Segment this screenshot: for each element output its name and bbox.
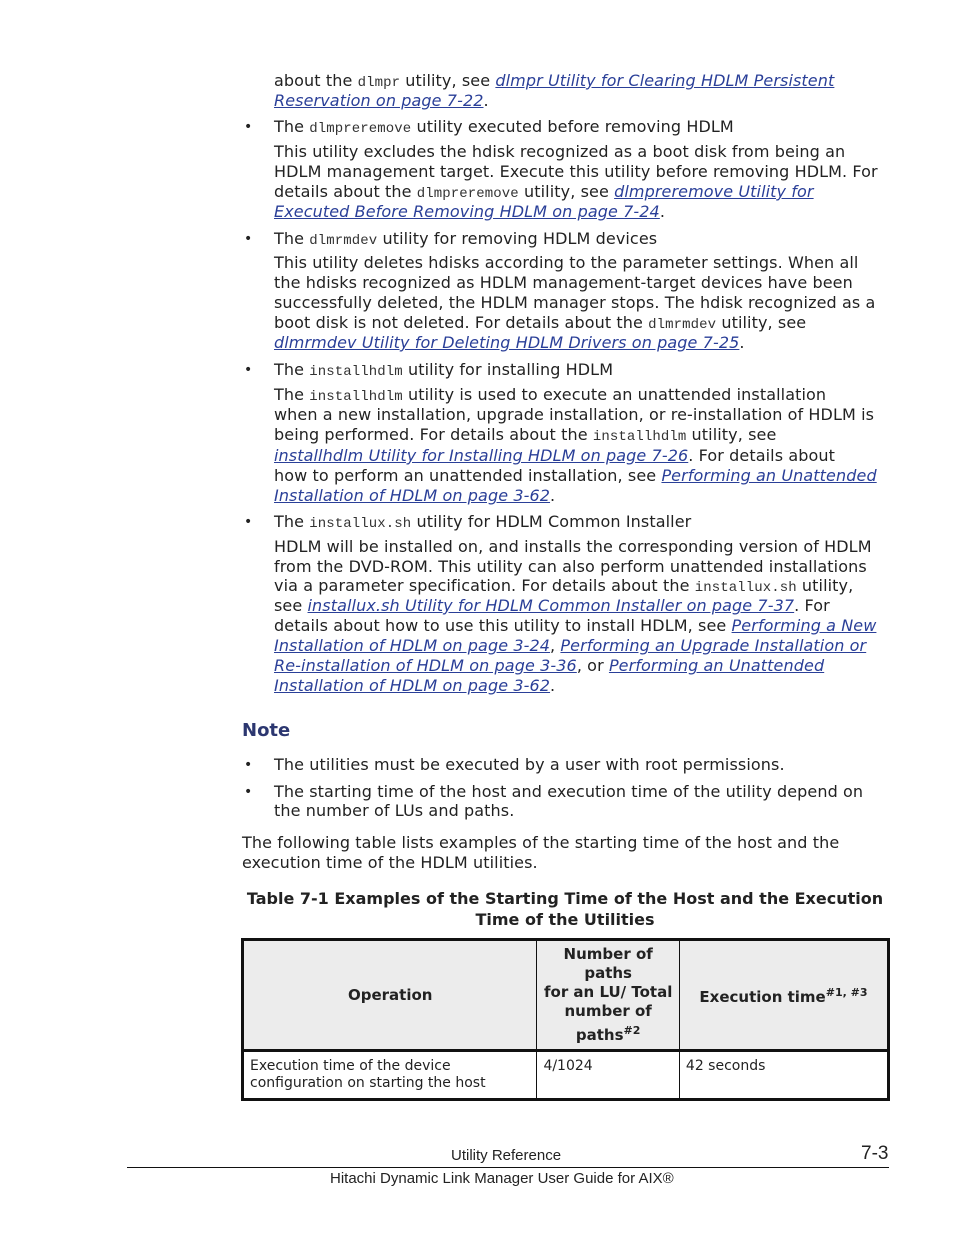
- link-performing-unattended-2[interactable]: Performing an Unattended: [608, 656, 825, 675]
- link-installation-3-24[interactable]: Installation of HDLM on page 3-24: [274, 636, 551, 655]
- item-title-installux: The installux.sh utility for HDLM Common Installer: [274, 512, 692, 532]
- paragraph-line-1: The following table lists examples of the starting time of the host and the: [242, 833, 840, 852]
- cell-operation: Execution time of the device configuration on starting the host: [243, 1051, 537, 1100]
- paragraph-line-2: execution time of the HDLM utilities.: [242, 853, 538, 872]
- table-row: [243, 1051, 889, 1100]
- cell-time: 42 seconds: [679, 1051, 888, 1100]
- table-header-row: [243, 940, 889, 1051]
- item-text-line: details about how to use this utility to install HDLM, see Performing a New: [274, 616, 877, 635]
- item-title-dlmrmdev: The dlmrmdev utility for removing HDLM devices: [274, 229, 658, 249]
- header-number-of-paths: Number of paths for an LU/ Total number of paths$^{\#2}$: [537, 940, 679, 1051]
- bullet-icon: •: [244, 784, 253, 800]
- footer-section-title: Utility Reference: [451, 1147, 562, 1164]
- footer-page-number: 7-3: [861, 1143, 889, 1164]
- link-dlmpr-utility[interactable]: dlmpr Utility for Clearing HDLM Persistent: [495, 71, 835, 90]
- note-bullet-2-line-1: The starting time of the host and execution time of the utility depend on: [274, 782, 864, 801]
- intro-line-1: about the dlmpr utility, see dlmpr Utility for Clearing HDLM Persistent: [274, 71, 835, 91]
- bullet-icon: •: [244, 362, 253, 378]
- item-text-line: when a new installation, upgrade installation, or re-installation of HDLM is: [274, 405, 875, 424]
- link-installation-3-62-2[interactable]: Installation of HDLM on page 3-62: [274, 676, 551, 695]
- footer-book-title: Hitachi Dynamic Link Manager User Guide for AIX®: [330, 1170, 674, 1187]
- item-text-line: Executed Before Removing HDLM on page 7-24.: [274, 202, 666, 221]
- item-text-line: how to perform an unattended installation, see Performing an Unattended: [274, 466, 877, 485]
- link-performing-upgrade[interactable]: Performing an Upgrade Installation or: [560, 636, 867, 655]
- item-text-line: Re-installation of HDLM on page 3-36, or Performing an Unattended: [274, 656, 825, 675]
- header-operation: Operation: [243, 940, 537, 1051]
- item-text-line: from the DVD-ROM. This utility can also perform unattended installations: [274, 557, 867, 576]
- link-reinstallation-3-36[interactable]: Re-installation of HDLM on page 3-36: [274, 656, 577, 675]
- link-dlmpreremove-utility-cont[interactable]: Executed Before Removing HDLM on page 7-24: [274, 202, 660, 221]
- item-text-line: the hdisks recognized as HDLM management-target devices have been: [274, 273, 853, 292]
- item-text-line: This utility excludes the hdisk recognized as a boot disk from being an: [274, 142, 846, 161]
- item-text-line: Installation of HDLM on page 3-62.: [274, 486, 556, 505]
- item-text-line: being performed. For details about the installhdlm utility, see: [274, 425, 777, 445]
- item-text-line: details about the dlmpreremove utility, see dlmpreremove Utility for: [274, 182, 814, 202]
- item-text-line: successfully deleted, the HDLM manager stops. The hdisk recognized as a: [274, 293, 876, 312]
- item-text-line: dlmrmdev Utility for Deleting HDLM Drivers on page 7-25.: [274, 333, 745, 352]
- link-performing-new[interactable]: Performing a New: [731, 616, 877, 635]
- link-installhdlm-utility[interactable]: installhdlm Utility for Installing HDLM on page 7-26: [274, 446, 689, 465]
- bullet-icon: •: [244, 119, 253, 135]
- intro-line-2: Reservation on page 7-22.: [274, 91, 489, 110]
- examples-table: [241, 938, 890, 1101]
- note-bullet-1: The utilities must be executed by a user with root permissions.: [274, 755, 785, 774]
- header-execution-time: Execution time$^{\#1, \#3}$: [679, 940, 888, 1051]
- footer-divider: [127, 1167, 889, 1168]
- table-caption-line-1: Table 7-1 Examples of the Starting Time of the Host and the Execution: [246, 889, 884, 908]
- code-dlmpr: dlmpr: [357, 75, 401, 91]
- item-text-line: The installhdlm utility is used to execute an unattended installation: [274, 385, 827, 405]
- note-heading: Note: [242, 720, 291, 741]
- link-installux-utility[interactable]: installux.sh Utility for HDLM Common Installer on page 7-37: [307, 596, 795, 615]
- item-text-line: This utility deletes hdisks according to the parameter settings. When all: [274, 253, 859, 272]
- item-text-line: see installux.sh Utility for HDLM Common Installer on page 7-37. For: [274, 596, 830, 615]
- link-installation-3-62[interactable]: Installation of HDLM on page 3-62: [274, 486, 551, 505]
- item-text-line: via a parameter specification. For details about the installux.sh utility,: [274, 576, 854, 596]
- item-title-dlmpreremove: The dlmpreremove utility executed before removing HDLM: [274, 117, 734, 137]
- cell-paths: 4/1024: [537, 1051, 679, 1100]
- item-text-line: installhdlm Utility for Installing HDLM on page 7-26. For details about: [274, 446, 835, 465]
- link-dlmpr-utility-cont[interactable]: Reservation on page 7-22: [274, 91, 484, 110]
- table-caption-line-2: Time of the Utilities: [475, 910, 655, 929]
- item-text-line: HDLM management target. Execute this utility before removing HDLM. For: [274, 162, 878, 181]
- item-text-line: HDLM will be installed on, and installs the corresponding version of HDLM: [274, 537, 872, 556]
- item-text-line: Installation of HDLM on page 3-24, Performing an Upgrade Installation or: [274, 636, 867, 655]
- bullet-icon: •: [244, 231, 253, 247]
- item-text-line: Installation of HDLM on page 3-62.: [274, 676, 556, 695]
- link-dlmrmdev-utility[interactable]: dlmrmdev Utility for Deleting HDLM Drivers on page 7-25: [274, 333, 740, 352]
- note-bullet-2-line-2: the number of LUs and paths.: [274, 801, 515, 820]
- bullet-icon: •: [244, 514, 253, 530]
- link-dlmpreremove-utility[interactable]: dlmpreremove Utility for: [614, 182, 814, 201]
- item-title-installhdlm: The installhdlm utility for installing HDLM: [274, 360, 614, 380]
- link-performing-unattended[interactable]: Performing an Unattended: [661, 466, 877, 485]
- bullet-icon: •: [244, 757, 253, 773]
- item-text-line: boot disk is not deleted. For details about the dlmrmdev utility, see: [274, 313, 807, 333]
